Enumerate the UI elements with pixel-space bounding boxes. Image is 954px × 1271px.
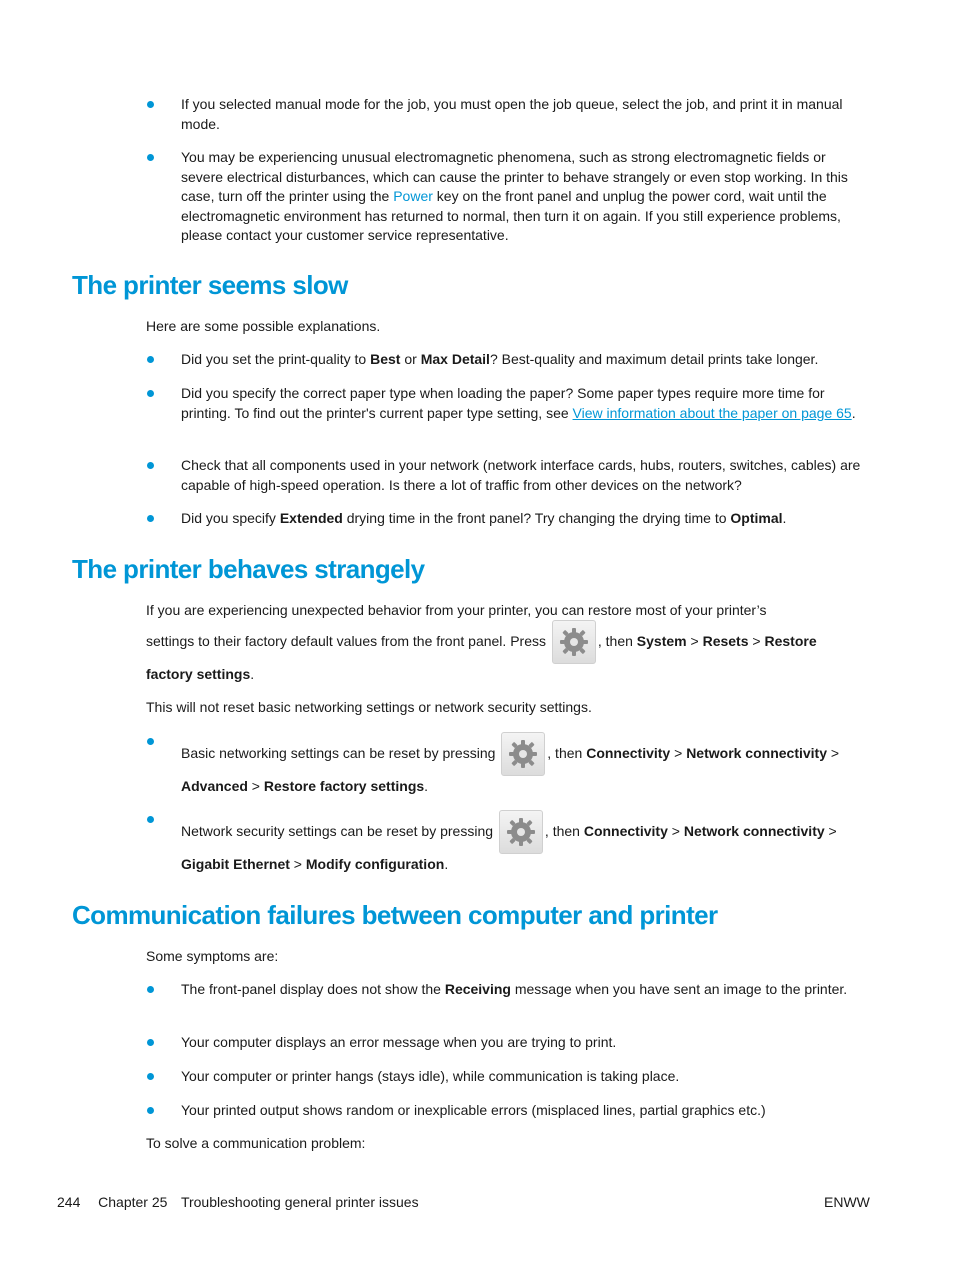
paragraph: To solve a communication problem: [146,1135,366,1151]
paragraph: Some symptoms are: [146,948,279,964]
chapter-label: Chapter 25 [98,1194,168,1210]
paragraph: This will not reset basic networking settings or network security settings. [146,699,592,715]
bullet-dot-icon [147,1039,154,1046]
paragraph: factory settings. [146,666,255,682]
bullet-dot-icon [147,154,154,161]
section-heading-strange: The printer behaves strangely [72,554,425,584]
list-item: Network security settings can be reset by pressing , then Connectivity > Network connectivity > [181,810,871,854]
bullet-dot-icon [147,101,154,108]
list-item: Basic networking settings can be reset by pressing , then Connectivity > Network connectivity > [181,732,871,776]
list-item: Did you set the print-quality to Best or Max Detail? Best-quality and maximum detail prints take longer. [181,351,819,367]
bullet-dot-icon [147,390,154,397]
bullet-dot-icon [147,1073,154,1080]
paragraph: settings to their factory default values from the front panel. Press , then System > Resets > Restore [146,620,866,664]
list-item: You may be experiencing unusual electromagnetic phenomena, such as strong electromagnetic fields or severe electrical disturbances, which can cause the printer to behave strangely or even stop working. In this case, turn off the printer using the Power key on the front panel and unplug the power cord, wait until the electromagnetic environment has returned to normal, then turn it on again. If you still experience problems, please contact your customer service representative. [181,149,848,244]
bullet-dot-icon [147,1107,154,1114]
list-item: Check that all components used in your network (network interface cards, hubs, routers, switches, cables) are capable of high-speed operation. Is there a lot of traffic from other devices on the network? [181,457,861,493]
bullet-dot-icon [147,986,154,993]
list-item: Did you specify Extended drying time in the front panel? Try changing the drying time to Optimal. [181,510,787,526]
list-item: The front-panel display does not show the Receiving message when you have sent an image to the printer. [181,981,848,997]
bullet-dot-icon [147,738,154,745]
paragraph: If you are experiencing unexpected behavior from your printer, you can restore most of your printer’s [146,602,767,618]
bullet-dot-icon [147,462,154,469]
bullet-dot-icon [147,356,154,363]
paper-info-link[interactable]: View information about the paper on page 65 [572,404,852,421]
list-item: Your computer or printer hangs (stays idle), while communication is taking place. [181,1068,680,1084]
power-key-label: Power [393,188,433,205]
chapter-title: Troubleshooting general printer issues [180,1194,419,1210]
paragraph: Here are some possible explanations. [146,318,381,334]
bullet-dot-icon [147,515,154,522]
list-item-continuation: Gigabit Ethernet > Modify configuration. [181,856,449,872]
section-heading-slow: The printer seems slow [72,270,348,300]
list-item-continuation: Advanced > Restore factory settings. [181,778,429,794]
bullet-dot-icon [147,816,154,823]
settings-gear-icon [501,732,545,776]
list-item: If you selected manual mode for the job, you must open the job queue, select the job, and print it in manual mode. [181,96,843,132]
page-number: 244 [57,1194,81,1210]
settings-gear-icon [499,810,543,854]
list-item: Your computer displays an error message when you are trying to print. [181,1034,617,1050]
page-footer [57,1194,419,1210]
section-heading-communication: Communication failures between computer and printer [72,900,718,930]
settings-gear-icon [552,620,596,664]
list-item: Did you specify the correct paper type when loading the paper? Some paper types require more time for printing. To find out the printer's current paper type setting, see View information about the paper on page 65. [181,385,856,421]
list-item: Your printed output shows random or inexplicable errors (misplaced lines, partial graphics etc.) [181,1102,766,1118]
footer-right-label: ENWW [824,1194,870,1210]
